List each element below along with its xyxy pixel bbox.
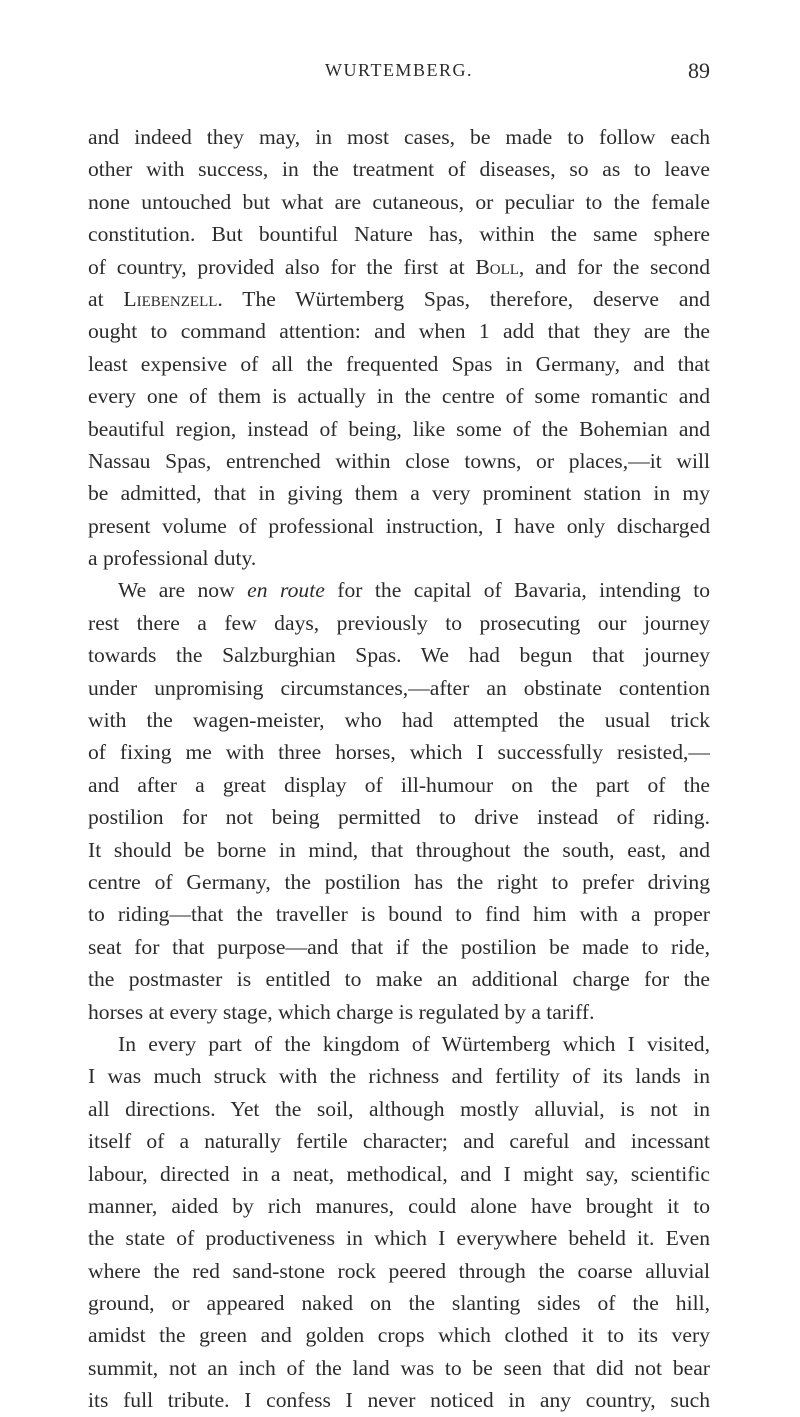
text-line: seat for that purpose—and that if the postilion be made to ride,: [88, 934, 710, 959]
text-line: I was much struck with the richness and fertility of its lands in: [88, 1064, 710, 1089]
text-line: manner, aided by rich manures, could alone have brought it to: [88, 1193, 710, 1218]
text-line: all directions. Yet the soil, although mostly alluvial, is not in: [88, 1096, 710, 1121]
italic-phrase: en route: [247, 578, 325, 603]
text-line: and after a great display of ill-humour on the part of the: [88, 772, 710, 797]
text-line: present volume of professional instruction, I have only discharged: [88, 513, 710, 538]
text-line: centre of Germany, the postilion has the right to prefer driving: [88, 869, 710, 894]
text-line: under unpromising circumstances,—after an obstinate contention: [88, 675, 710, 700]
text-line: with the wagen-meister, who had attempted the usual trick: [88, 708, 710, 733]
text-line: constitution. But bountiful Nature has, within the same sphere: [88, 222, 710, 247]
text-line: [88, 283, 710, 315]
text-segment: at: [88, 286, 124, 311]
text-line: none untouched but what are cutaneous, or peculiar to the female: [88, 189, 710, 214]
text-line: other with success, in the treatment of diseases, so as to leave: [88, 157, 710, 182]
text-line: In every part of the kingdom of Würtemberg which I visited,: [118, 1031, 710, 1056]
text-segment: The Würtemberg Spas, therefore, deserve and: [222, 286, 710, 311]
text-line: ought to command attention: and when 1 add that they are the: [88, 319, 710, 344]
text-line: least expensive of all the frequented Spas in Germany, and that: [88, 351, 710, 376]
text-line: itself of a naturally fertile character; and careful and incessant: [88, 1129, 710, 1154]
text-line: Nassau Spas, entrenched within close towns, or places,—it will: [88, 448, 710, 473]
place-name-liebenzell: Liebenzell.: [123, 286, 223, 311]
running-title: WURTEMBERG.: [325, 60, 473, 80]
text-line: summit, not an inch of the land was to be seen that did not bear: [88, 1355, 710, 1380]
text-line: the postmaster is entitled to make an additional charge for the: [88, 967, 710, 992]
text-line: beautiful region, instead of being, like some of the Bohemian and: [88, 416, 710, 441]
text-line: the state of productiveness in which I everywhere beheld it. Even: [88, 1226, 710, 1251]
text-line: its full tribute. I confess I never noticed in any country, such: [88, 1388, 710, 1413]
text-line: where the red sand-stone rock peered through the coarse alluvial: [88, 1258, 710, 1283]
text-line: horses at every stage, which charge is regulated by a tariff.: [88, 999, 595, 1024]
place-name-boll: Boll: [475, 254, 519, 279]
text-line: [88, 251, 710, 283]
text-segment: of country, provided also for the first at: [88, 254, 476, 279]
text-line: [88, 574, 710, 606]
text-segment: for the capital of Bavaria, intending to: [324, 578, 710, 603]
running-head: [88, 58, 710, 88]
text-line: towards the Salzburghian Spas. We had begun that journey: [88, 643, 710, 668]
text-line: and indeed they may, in most cases, be made to follow each: [88, 125, 710, 149]
text-line: labour, directed in a neat, methodical, and I might say, scientific: [88, 1161, 710, 1186]
text-line: amidst the green and golden crops which clothed it to its very: [88, 1323, 710, 1348]
text-line: ground, or appeared naked on the slanting sides of the hill,: [88, 1291, 710, 1316]
text-line: rest there a few days, previously to prosecuting our journey: [88, 610, 710, 635]
text-line: to riding—that the traveller is bound to find him with a proper: [88, 902, 710, 927]
text-line: postilion for not being permitted to drive instead of riding.: [88, 805, 710, 830]
text-line: of fixing me with three horses, which I successfully resisted,—: [88, 740, 710, 765]
page-number: 89: [688, 58, 710, 83]
text-line: be admitted, that in giving them a very prominent station in my: [88, 481, 710, 506]
text-line: a professional duty.: [88, 546, 257, 571]
text-line: every one of them is actually in the centre of some romantic and: [88, 384, 710, 409]
body-text: [88, 121, 710, 1417]
text-segment: , and for the second: [518, 254, 710, 279]
text-line: It should be borne in mind, that throughout the south, east, and: [88, 837, 710, 862]
text-segment: We are now: [118, 578, 248, 603]
